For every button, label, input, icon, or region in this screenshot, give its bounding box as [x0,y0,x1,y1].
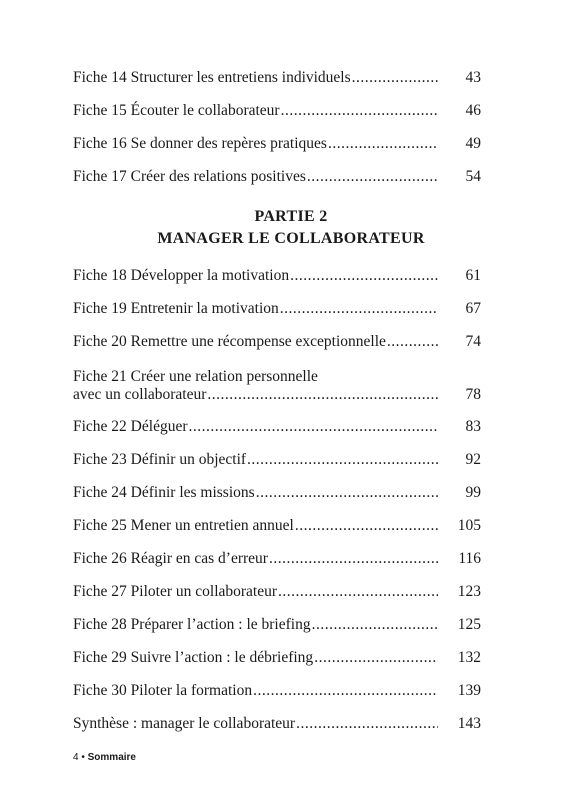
footer-separator: • [81,752,85,763]
toc-entry-label-continued: avec un collaborateur [73,386,207,403]
toc-entry-page: 49 [465,135,481,152]
toc-entry-page: 46 [465,102,481,119]
page-number: 4 [73,752,79,763]
leader-dots [352,67,438,89]
toc-entry-label: Fiche 30 Piloter la formation [73,682,253,699]
leader-dots [307,166,438,188]
toc-entry-fiche-16[interactable] [73,133,481,155]
toc-entry-fiche-14[interactable] [73,67,481,89]
toc-entry-synthese[interactable] [73,713,481,735]
toc-entry-label: Fiche 15 Écouter le collaborateur [73,102,280,119]
toc-entry-page: 83 [465,418,481,435]
leader-dots [280,298,438,320]
leader-dots [314,647,438,669]
toc-entry-fiche-19[interactable] [73,298,481,320]
toc-entry-page: 74 [465,333,481,350]
toc-entry-fiche-17[interactable] [73,166,481,188]
toc-entry-label: Fiche 25 Mener un entretien annuel [73,517,294,534]
toc-entry-page: 105 [457,517,481,534]
toc-entry-page: 99 [465,484,481,501]
toc-entry-page: 54 [465,168,481,185]
toc-entry-label: Synthèse : manager le collaborateur [73,715,296,732]
toc-entry-fiche-24[interactable] [73,482,481,504]
part-heading-number: PARTIE 2 [254,208,328,225]
toc-entry-label: Fiche 17 Créer des relations positives [73,168,306,185]
toc-entry-page: 116 [458,550,481,567]
leader-dots [290,265,438,287]
leader-dots [189,416,439,438]
leader-dots [247,449,438,471]
leader-dots [253,680,438,702]
leader-dots [328,133,438,155]
leader-dots [207,384,438,406]
toc-entry-page: 139 [457,682,481,699]
toc-entry-fiche-23[interactable] [73,449,481,471]
toc-entry-page: 123 [457,583,481,600]
leader-dots [296,713,438,735]
toc-entry-fiche-22[interactable] [73,416,481,438]
toc-entry-label: Fiche 19 Entretenir la motivation [73,300,279,317]
toc-entry-label: Fiche 29 Suivre l’action : le débriefing [73,649,314,666]
toc-entry-fiche-15[interactable] [73,100,481,122]
toc-entry-fiche-18[interactable] [73,265,481,287]
toc-entry-label: Fiche 28 Préparer l’action : le briefing [73,616,311,633]
leader-dots [295,515,438,537]
toc-entry-page: 67 [465,300,481,317]
toc-entry-label: Fiche 14 Structurer les entretiens individuels [73,69,351,86]
toc-entry-fiche-29[interactable] [73,647,481,669]
part-heading-title: MANAGER LE COLLABORATEUR [157,230,425,247]
toc-entry-fiche-26[interactable] [73,548,481,570]
leader-dots [278,581,438,603]
toc-entry-fiche-20[interactable] [73,331,481,353]
toc-entry-label: Fiche 26 Réagir en cas d’erreur [73,550,268,567]
toc-entry-fiche-27[interactable] [73,581,481,603]
toc-entry-label: Fiche 24 Définir les missions [73,484,255,501]
toc-entry-label: Fiche 16 Se donner des repères pratiques [73,135,327,152]
toc-entry-label: Fiche 22 Déléguer [73,418,188,435]
toc-entry-label: Fiche 20 Remettre une récompense exceptionnelle [73,333,386,350]
toc-entry-label: Fiche 27 Piloter un collaborateur [73,583,278,600]
toc-entry-page: 92 [465,451,481,468]
leader-dots [281,100,438,122]
leader-dots [312,614,438,636]
toc-entry-page: 143 [457,715,481,732]
toc-entry-fiche-21[interactable] [73,366,481,406]
leader-dots [256,482,438,504]
toc-entry-label: Fiche 21 Créer une relation personnelle [73,368,318,385]
toc-entry-label: Fiche 23 Définir un objectif [73,451,247,468]
toc-entry-fiche-30[interactable] [73,680,481,702]
page-footer [73,752,136,763]
toc-entry-fiche-25[interactable] [73,515,481,537]
toc-entry-page: 78 [465,386,481,403]
toc-entry-page: 125 [457,616,481,633]
footer-section: Sommaire [87,752,136,763]
toc-entry-label: Fiche 18 Développer la motivation [73,267,290,284]
leader-dots [387,331,438,353]
toc-entry-page: 43 [465,69,481,86]
toc-entry-fiche-28[interactable] [73,614,481,636]
toc-entry-page: 132 [457,649,481,666]
leader-dots [269,548,438,570]
toc-entry-page: 61 [465,267,481,284]
